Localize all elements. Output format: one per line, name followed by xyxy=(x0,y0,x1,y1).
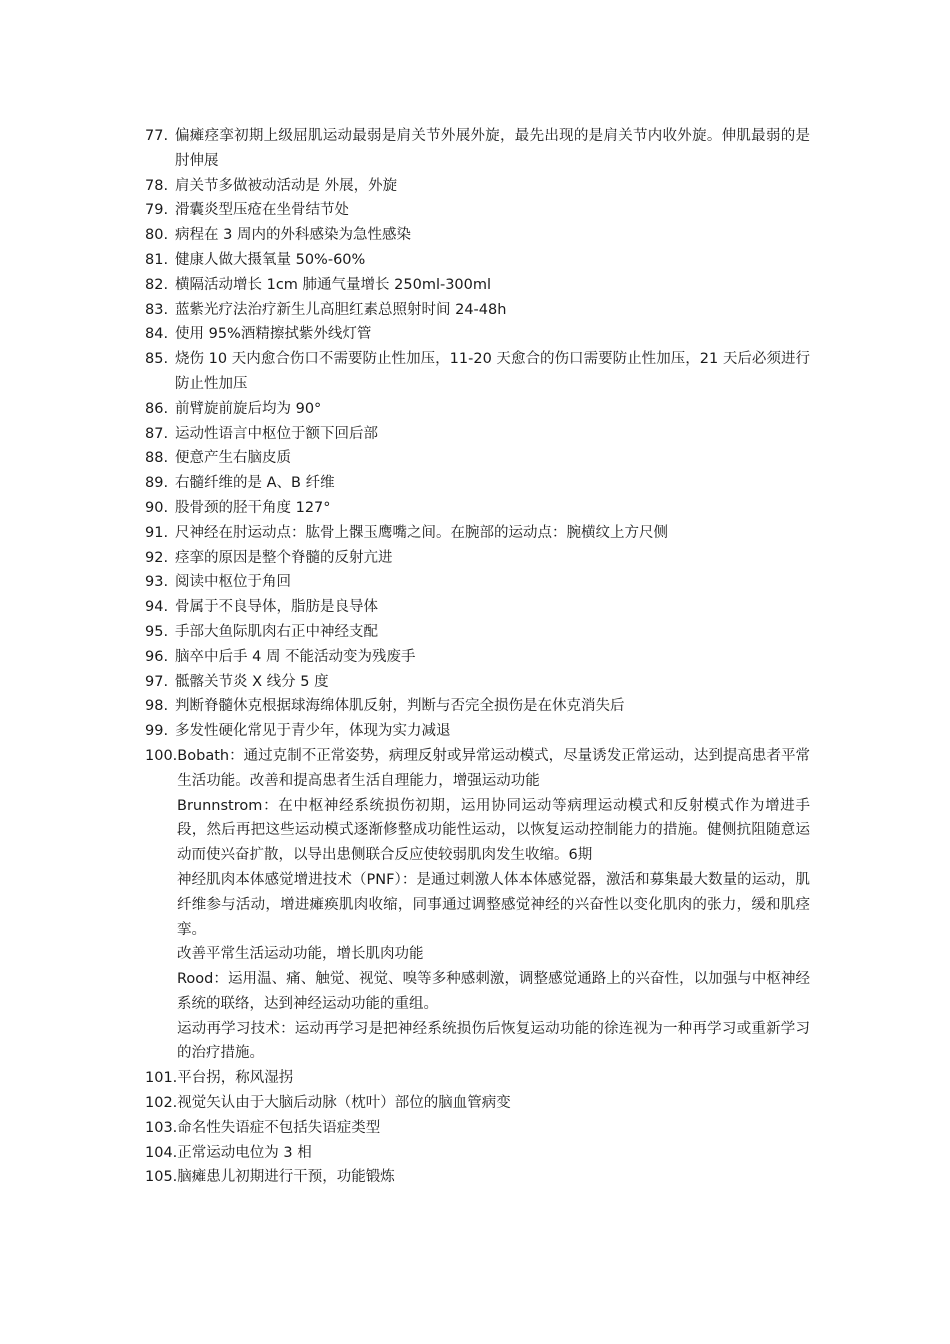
item-text: 健康人做大摄氧量 50%-60% xyxy=(175,251,366,268)
item-text: 视觉矢认由于大脑后动脉（枕叶）部位的脑血管病变 xyxy=(177,1095,511,1112)
list-item xyxy=(145,471,810,496)
list-item xyxy=(145,248,810,273)
list-item xyxy=(145,1165,810,1190)
list-item xyxy=(145,645,810,670)
item-text: 蓝紫光疗法治疗新生儿高胆红素总照射时间 24-48h xyxy=(175,301,507,318)
item-text: 股骨颈的胫干角度 127° xyxy=(175,499,331,516)
item-number: 87. xyxy=(145,425,169,442)
item-text: 使用 95%酒精擦拭紫外线灯管 xyxy=(175,326,372,343)
item-text: 尺神经在肘运动点：肱骨上髁玉鹰嘴之间。在腕部的运动点：腕横纹上方尺侧 xyxy=(175,524,668,541)
list-item xyxy=(145,273,810,298)
list-item xyxy=(145,744,810,794)
list-item xyxy=(145,1091,810,1116)
list-item xyxy=(145,719,810,744)
list-item xyxy=(145,174,810,199)
item-number: 86. xyxy=(145,400,169,417)
item-number: 102. xyxy=(145,1095,178,1112)
list-item xyxy=(145,670,810,695)
numbered-list xyxy=(145,124,810,1190)
list-item xyxy=(145,298,810,323)
item-text: 阅读中枢位于角回 xyxy=(175,574,291,591)
item-text: 横隔活动增长 1cm 肺通气量增长 250ml-300ml xyxy=(175,276,492,293)
list-item xyxy=(145,694,810,719)
list-item xyxy=(145,595,810,620)
item-text: 右髓纤维的是 A、B 纤维 xyxy=(175,475,335,492)
item-number: 82. xyxy=(145,276,169,293)
item-text: 便意产生右脑皮质 xyxy=(175,450,291,467)
item-text: 运动性语言中枢位于额下回后部 xyxy=(175,425,378,442)
list-item xyxy=(145,198,810,223)
item-number: 88. xyxy=(145,450,169,467)
item-number: 83. xyxy=(145,301,169,318)
list-item xyxy=(145,124,810,174)
item-text: 病程在 3 周内的外科感染为急性感染 xyxy=(175,227,411,244)
item-text: 手部大鱼际肌肉右正中神经支配 xyxy=(175,623,378,640)
item-number: 93. xyxy=(145,574,169,591)
item-number: 95. xyxy=(145,623,169,640)
item-number: 77. xyxy=(145,128,169,144)
list-item xyxy=(145,1116,810,1141)
item-paragraph: Rood：运用温、痛、触觉、视觉、嗅等多种感刺激，调整感觉通路上的兴奋性，以加强与中枢神经系统的联络，达到神经运动功能的重组。 xyxy=(177,971,810,1012)
item-number: 98. xyxy=(145,698,169,715)
list-item xyxy=(145,223,810,248)
list-item xyxy=(145,1141,810,1166)
item-number: 100. xyxy=(145,747,178,764)
item-number: 85. xyxy=(145,351,169,368)
item-text: 正常运动电位为 3 相 xyxy=(177,1144,312,1161)
item-text: Bobath：通过克制不正常姿势，病理反射或异常运动模式，尽量诱发正常运动，达到提高患者平常生活功能。改善和提高患者生活自理能力，增强运动功能 xyxy=(177,747,810,789)
list-item xyxy=(145,397,810,422)
item-text: 肩关节多做被动活动是 外展，外旋 xyxy=(175,177,398,194)
item-text: 骨属于不良导体，脂肪是良导体 xyxy=(175,599,378,616)
list-item xyxy=(145,496,810,521)
list-item xyxy=(145,620,810,645)
item-number: 99. xyxy=(145,723,169,740)
item-number: 91. xyxy=(145,524,169,541)
item-number: 90. xyxy=(145,499,169,516)
item-number: 84. xyxy=(145,326,169,343)
list-item xyxy=(145,1066,810,1091)
list-item xyxy=(145,570,810,595)
item-text: 命名性失语症不包括失语症类型 xyxy=(177,1119,381,1136)
item-text: 骶髂关节炎 X 线分 5 度 xyxy=(175,673,329,690)
item-number: 105. xyxy=(145,1169,178,1186)
list-item xyxy=(145,446,810,471)
item-number: 101. xyxy=(145,1070,178,1087)
item-paragraph: 神经肌肉本体感觉增进技术（PNF）：是通过刺激人体本体感觉器，激活和募集最大数量的运动，肌纤维参与活动，增进瘫痪肌肉收缩，同事通过调整感觉神经的兴奋性以变化肌肉的张力，缓和肌痉挛。 xyxy=(177,871,810,938)
item-number: 103. xyxy=(145,1119,178,1136)
item-text: 多发性硬化常见于青少年，体现为实力减退 xyxy=(175,723,451,740)
list-item xyxy=(145,546,810,571)
item-number: 104. xyxy=(145,1144,178,1161)
item-number: 78. xyxy=(145,177,169,194)
item-text: 偏瘫痉挛初期上级屈肌运动最弱是肩关节外展外旋，最先出现的是肩关节内收外旋。伸肌最弱的是肘伸展 xyxy=(175,128,810,169)
item-number: 94. xyxy=(145,599,169,616)
item-number: 96. xyxy=(145,648,169,665)
item-number: 79. xyxy=(145,202,169,219)
item-text: 痉挛的原因是整个脊髓的反射亢进 xyxy=(175,549,393,566)
item-paragraph: 改善平常生活运动功能，增长肌肉功能 xyxy=(177,946,424,963)
item-paragraph: Brunnstrom：在中枢神经系统损伤初期，运用协同运动等病理运动模式和反射模式作为增进手段，然后再把这些运动模式逐渐修整成功能性运动，以恢复运动控制能力的措施。健侧抗阻随意运动而使兴奋扩散，以导出患侧联合反应使较弱肌肉发生收缩。6期 xyxy=(177,797,810,864)
item-paragraph: 运动再学习技术：运动再学习是把神经系统损伤后恢复运动功能的徐连视为一种再学习或重新学习的治疗措施。 xyxy=(177,1020,810,1062)
item-text: 滑囊炎型压疮在坐骨结节处 xyxy=(175,202,349,219)
list-item xyxy=(145,347,810,397)
item-number: 89. xyxy=(145,475,169,492)
item-text: 脑卒中后手 4 周 不能活动变为残废手 xyxy=(175,648,416,665)
list-item xyxy=(145,521,810,546)
item-text: 烧伤 10 天内愈合伤口不需要防止性加压，11-20 天愈合的伤口需要防止性加压，21 天后必须进行防止性加压 xyxy=(175,351,810,392)
item-text: 脑瘫患儿初期进行干预，功能锻炼 xyxy=(177,1169,395,1186)
item-number: 80. xyxy=(145,227,169,244)
list-item xyxy=(145,322,810,347)
item-number: 97. xyxy=(145,673,169,690)
item-text: 判断脊髓休克根据球海绵体肌反射，判断与否完全损伤是在休克消失后 xyxy=(175,698,625,715)
item-text: 前臂旋前旋后均为 90° xyxy=(175,400,322,417)
item-text: 平台拐，称风湿拐 xyxy=(177,1070,294,1087)
item-number: 92. xyxy=(145,549,169,566)
item-number: 81. xyxy=(145,251,169,268)
list-item xyxy=(145,422,810,447)
